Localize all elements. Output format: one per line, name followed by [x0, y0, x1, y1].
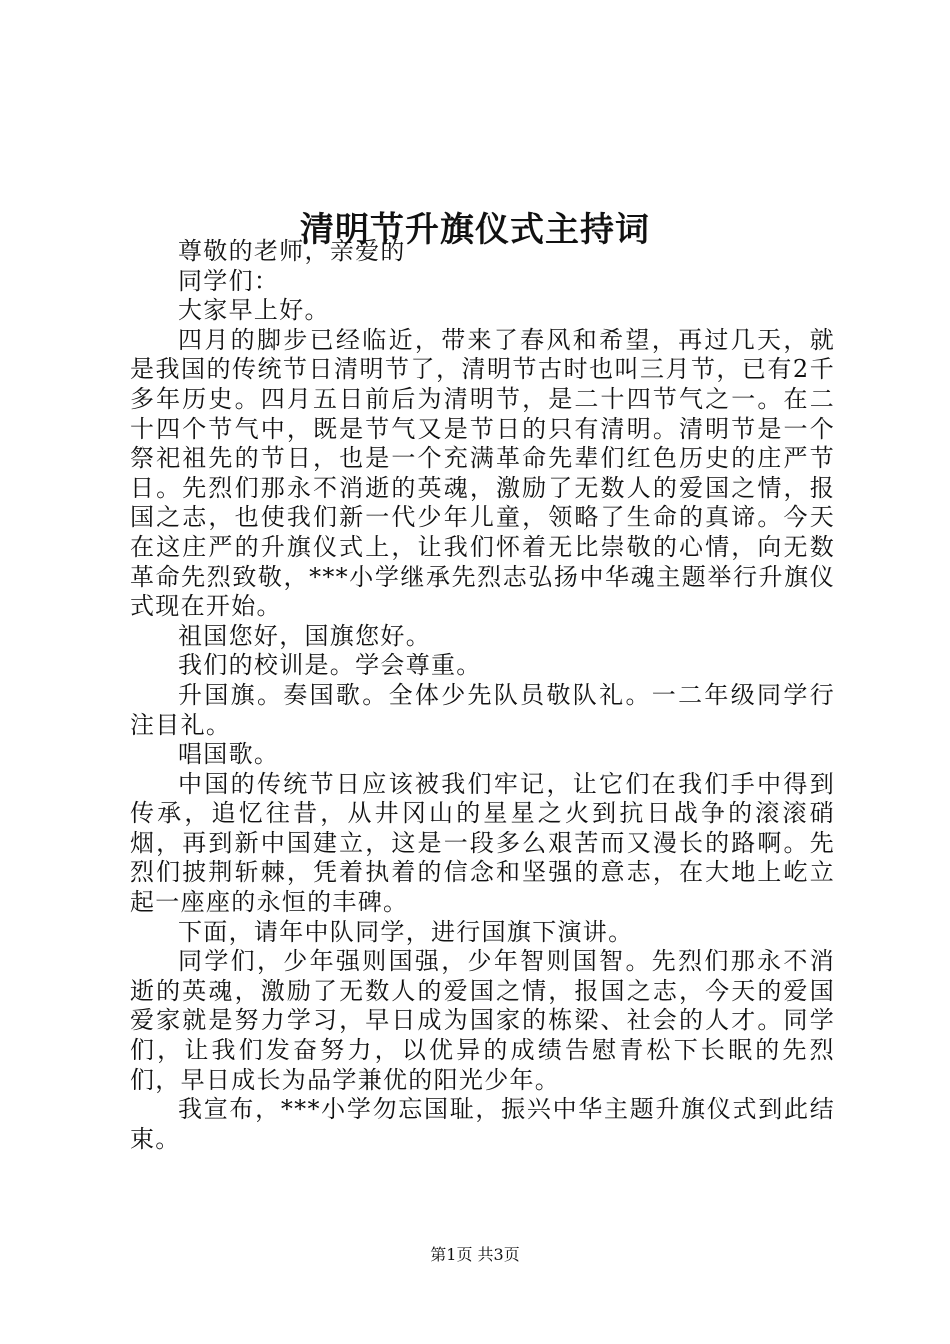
paragraph: 中国的传统节日应该被我们牢记，让它们在我们手中得到传承，追忆往昔，从井冈山的星星之火到抗日战争的滚滚硝烟，再到新中国建立，这是一段多么艰苦而又漫长的路啊。先烈们披荆斩棘，凭着执着的信念和坚强的意志，在大地上屹立起一座座的永恒的丰碑。 — [130, 769, 835, 917]
paragraph: 同学们： — [178, 266, 280, 295]
paragraph: 四月的脚步已经临近，带来了春风和希望，再过几天，就是我国的传统节日清明节了，清明节古时也叫三月节，已有2千多年历史。四月五日前后为清明节，是二十四节气之一。在二十四个节气中，既是节气又是节日的只有清明。清明节是一个祭祀祖先的节日，也是一个充满革命先辈们红色历史的庄严节日。先烈们那永不消逝的英魂，激励了无数人的爱国之情，报国之志，也使我们新一代少年儿童，领略了生命的真谛。今天在这庄严的升旗仪式上，让我们怀着无比崇敬的心情，向无数革命先烈致敬，***小学继承先烈志弘扬中华魂主题举行升旗仪式现在开始。 — [130, 325, 835, 621]
paragraph: 我们的校训是。学会尊重。 — [178, 651, 482, 680]
paragraph: 祖国您好，国旗您好。 — [178, 621, 431, 650]
paragraph: 大家早上好。 — [178, 296, 330, 325]
paragraph: 同学们，少年强则国强，少年智则国智。先烈们那永不消逝的英魂，激励了无数人的爱国之情，报国之志，今天的爱国爱家就是努力学习，早日成为国家的栋梁、社会的人才。同学们，让我们发奋努力，以优异的成绩告慰青松下长眠的先烈们，早日成长为品学兼优的阳光少年。 — [130, 947, 835, 1094]
paragraph: 我宣布，***小学勿忘国耻，振兴中华主题升旗仪式到此结束。 — [130, 1095, 835, 1153]
paragraph: 唱国歌。 — [178, 740, 280, 769]
paragraph: 下面，请年中队同学，进行国旗下演讲。 — [178, 917, 634, 946]
paragraph: 尊敬的老师，亲爱的 — [178, 237, 406, 265]
paragraph: 升国旗。奏国歌。全体少先队员敬队礼。一二年级同学行注目礼。 — [130, 680, 835, 739]
document-title: 清明节升旗仪式主持词 — [300, 209, 650, 250]
page-number: 第1页 共3页 — [430, 1245, 520, 1264]
document-body — [130, 237, 835, 1154]
